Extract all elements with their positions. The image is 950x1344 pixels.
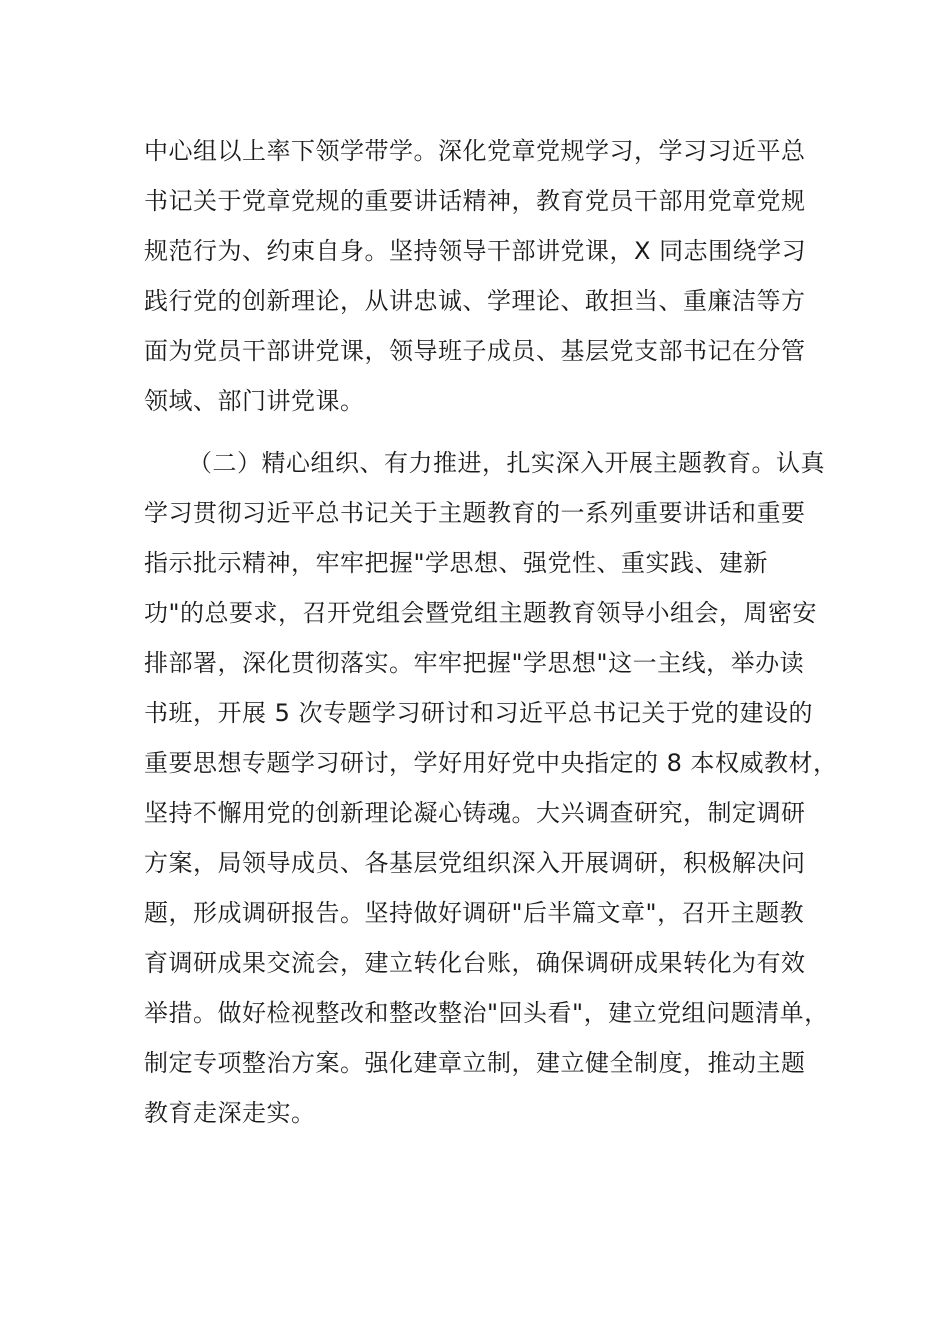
paragraph-2-line: 坚持不懈用党的创新理论凝心铸魂。大兴调查研究，制定调研 <box>144 799 806 827</box>
paragraph-2-line: （二）精心组织、有力推进，扎实深入开展主题教育。认真 <box>188 449 825 477</box>
paragraph-1-line: 践行党的创新理论，从讲忠诚、学理论、敢担当、重廉洁等方 <box>144 287 806 315</box>
paragraph-2-line: 举措。做好检视整改和整改整治"回头看"，建立党组问题清单， <box>144 999 829 1027</box>
paragraph-1 <box>144 126 834 426</box>
paragraph-2-line: 书班，开展 5 次专题学习研讨和习近平总书记关于党的建设的 <box>144 699 814 727</box>
paragraph-1-line: 规范行为、约束自身。坚持领导干部讲党课，X 同志围绕学习 <box>144 237 807 265</box>
paragraph-2-line: 排部署，深化贯彻落实。牢牢把握"学思想"这一主线，举办读 <box>144 649 805 677</box>
paragraph-2-line: 题，形成调研报告。坚持做好调研"后半篇文章"，召开主题教 <box>144 899 805 927</box>
paragraph-2-line: 制定专项整治方案。强化建章立制，建立健全制度，推动主题 <box>144 1049 806 1077</box>
paragraph-2-line: 方案，局领导成员、各基层党组织深入开展调研，积极解决问 <box>144 849 806 877</box>
paragraph-2-line: 教育走深走实。 <box>144 1099 316 1127</box>
paragraph-2-line: 学习贯彻习近平总书记关于主题教育的一系列重要讲话和重要 <box>144 499 806 527</box>
paragraph-2-line: 指示批示精神，牢牢把握"学思想、强党性、重实践、建新 <box>144 549 769 577</box>
paragraph-2-line: 育调研成果交流会，建立转化台账，确保调研成果转化为有效 <box>144 949 806 977</box>
paragraph-1-line: 书记关于党章党规的重要讲话精神，教育党员干部用党章党规 <box>144 187 806 215</box>
paragraph-2 <box>144 438 838 1138</box>
paragraph-1-line: 中心组以上率下领学带学。深化党章党规学习，学习习近平总 <box>144 137 806 165</box>
paragraph-1-line: 领域、部门讲党课。 <box>144 387 365 415</box>
paragraph-1-line: 面为党员干部讲党课，领导班子成员、基层党支部书记在分管 <box>144 337 806 365</box>
paragraph-2-line: 重要思想专题学习研讨，学好用好党中央指定的 8 本权威教材， <box>144 749 838 777</box>
paragraph-2-line: 功"的总要求，召开党组会暨党组主题教育领导小组会，周密安 <box>144 599 818 627</box>
